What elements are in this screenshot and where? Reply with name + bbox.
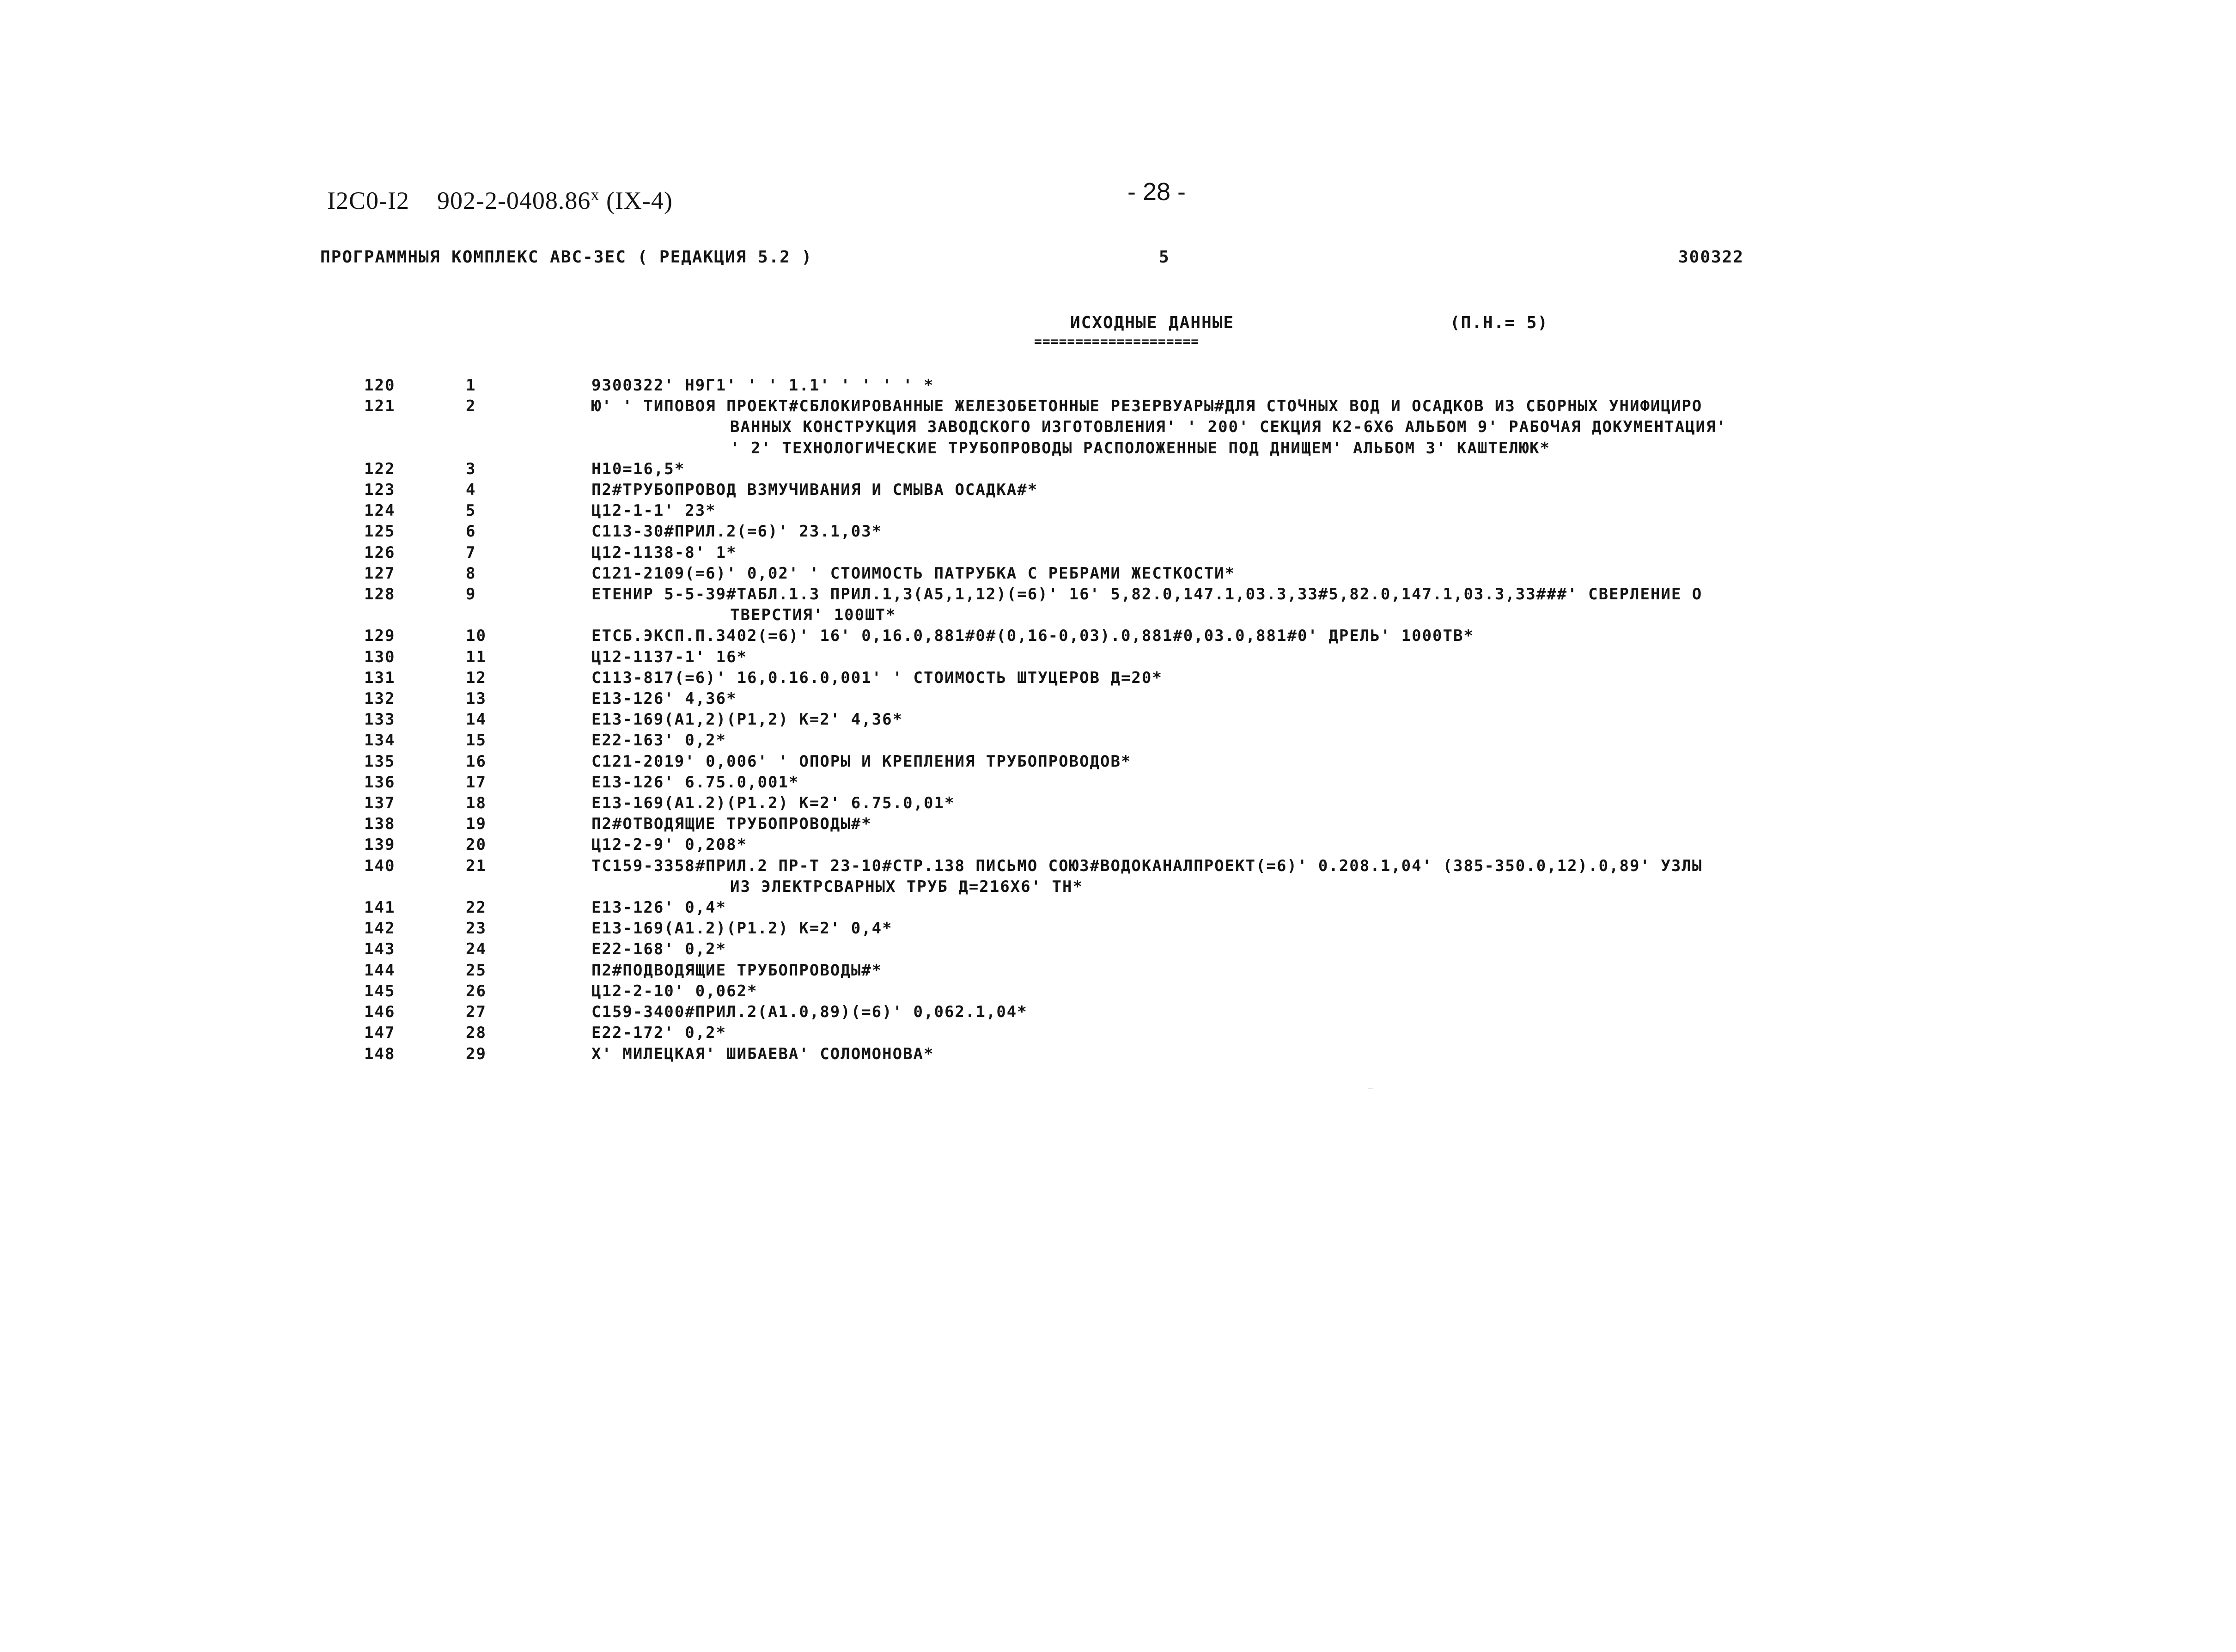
line-number: 147 (364, 1024, 396, 1042)
row-text (591, 730, 2001, 751)
row-text-line: П2#ОТВОДЯЩИЕ ТРУБОПРОВОДЫ#* (591, 815, 872, 834)
row-text-line: Е22-163' 0,2* (591, 731, 727, 750)
row-text (591, 793, 2001, 814)
sequence-number: 18 (466, 794, 487, 813)
section-pn: (П.Н.= 5) (1450, 313, 1549, 332)
listing-row (0, 897, 2236, 918)
listing-row (0, 981, 2236, 1002)
row-text (591, 668, 2001, 689)
row-text (591, 960, 2001, 981)
row-text-line: Е13-169(А1,2)(Р1,2) К=2' 4,36* (591, 710, 903, 729)
page-number: - 28 - (1127, 178, 1186, 206)
listing-row (0, 939, 2236, 960)
listing-row (0, 626, 2236, 646)
line-number: 144 (364, 961, 396, 980)
sequence-number: 17 (466, 773, 487, 792)
row-text (591, 647, 2001, 668)
row-text (591, 1044, 2001, 1065)
sequence-number: 26 (466, 981, 487, 1000)
row-text-line: 9300322' Н9Г1' ' ' 1.1' ' ' ' ' * (591, 376, 934, 395)
row-text (591, 459, 2001, 480)
row-text-continuation: ВАННЫХ КОНСТРУКЦИЯ ЗАВОДСКОГО ИЗГОТОВЛЕНИЯ' ' 200' СЕКЦИЯ К2-6Х6 АЛЬБОМ 9' РАБОЧАЯ ДОКУМЕНТАЦИЯ' (730, 418, 1727, 437)
row-text (591, 543, 2001, 563)
sequence-number: 8 (466, 564, 476, 583)
line-number: 134 (364, 731, 396, 750)
listing-row (0, 584, 2236, 626)
row-text-line: П2#ТРУБОПРОВОД ВЗМУЧИВАНИЯ И СМЫВА ОСАДКА#* (591, 481, 1038, 500)
row-text-line: Ц12-2-10' 0,062* (591, 981, 758, 1000)
listing-row (0, 543, 2236, 563)
row-text (591, 814, 2001, 835)
line-number: 123 (364, 481, 396, 500)
sequence-number: 14 (466, 710, 487, 729)
row-text-line: Е13-126' 6.75.0,001* (591, 773, 799, 792)
line-number: 133 (364, 710, 396, 729)
row-text-line: Е13-126' 4,36* (591, 689, 737, 708)
row-text-line: Е13-126' 0,4* (591, 898, 727, 917)
row-text (591, 480, 2001, 500)
row-text-continuation: ' 2' ТЕХНОЛОГИЧЕСКИЕ ТРУБОПРОВОДЫ РАСПОЛОЖЕННЫЕ ПОД ДНИЩЕМ' АЛЬБОМ 3' КАШТЕЛЮК* (730, 439, 1551, 457)
line-number: 146 (364, 1003, 396, 1022)
line-number: 122 (364, 459, 396, 478)
row-text-line: Н10=16,5* (591, 459, 685, 478)
line-number: 127 (364, 564, 396, 583)
listing-row (0, 1023, 2236, 1043)
listing-row (0, 709, 2236, 730)
row-text-line: Х' МИЛЕЦКАЯ' ШИБАЕВА' СОЛОМОНОВА* (591, 1044, 934, 1063)
line-number: 143 (364, 940, 396, 959)
listing-row (0, 396, 2236, 459)
sequence-number: 24 (466, 940, 487, 959)
sequence-number: 6 (466, 522, 476, 541)
listing-row (0, 1002, 2236, 1023)
sequence-number: 16 (466, 752, 487, 771)
listing-row (0, 500, 2236, 521)
line-number: 138 (364, 815, 396, 834)
row-text (591, 709, 2001, 730)
row-text (591, 626, 2001, 646)
row-text (591, 1023, 2001, 1043)
line-number: 148 (364, 1044, 396, 1063)
document-stamp (327, 185, 673, 215)
sequence-number: 7 (466, 543, 476, 562)
listing-row (0, 772, 2236, 793)
row-text-line: Е22-172' 0,2* (591, 1024, 727, 1042)
line-number: 142 (364, 919, 396, 938)
row-text (591, 584, 2001, 626)
sequence-number: 20 (466, 835, 487, 854)
sequence-number: 29 (466, 1044, 487, 1063)
header-number: 5 (1159, 248, 1170, 267)
sequence-number: 12 (466, 668, 487, 687)
row-text (591, 856, 2001, 897)
row-text (591, 939, 2001, 960)
line-number: 130 (364, 647, 396, 666)
listing-row (0, 459, 2236, 480)
line-number: 125 (364, 522, 396, 541)
row-text (591, 751, 2001, 772)
sequence-number: 4 (466, 481, 476, 500)
row-text (591, 772, 2001, 793)
sequence-number: 15 (466, 731, 487, 750)
row-text (591, 835, 2001, 855)
sequence-number: 13 (466, 689, 487, 708)
line-number: 131 (364, 668, 396, 687)
line-number: 137 (364, 794, 396, 813)
line-number: 135 (364, 752, 396, 771)
row-text-line: Ц12-1137-1' 16* (591, 647, 748, 666)
line-number: 126 (364, 543, 396, 562)
line-number: 139 (364, 835, 396, 854)
line-number: 120 (364, 376, 396, 395)
listing-row (0, 918, 2236, 939)
listing-row (0, 730, 2236, 751)
listing-row (0, 793, 2236, 814)
series-code: (IX-4) (606, 187, 673, 214)
line-number: 136 (364, 773, 396, 792)
scan-mark (1368, 1088, 1373, 1089)
listing-row (0, 521, 2236, 542)
row-text-continuation: ИЗ ЭЛЕКТРСВАРНЫХ ТРУБ Д=216Х6' ТН* (730, 877, 1083, 896)
sequence-number: 11 (466, 647, 487, 666)
line-number: 141 (364, 898, 396, 917)
line-number: 128 (364, 585, 396, 604)
listing-rows (0, 375, 2236, 1065)
row-text-line: Е13-169(А1.2)(Р1.2) К=2' 6.75.0,01* (591, 794, 955, 813)
sequence-number: 2 (466, 397, 476, 416)
listing-row (0, 856, 2236, 897)
row-text-line: С113-817(=6)' 16,0.16.0,001' ' СТОИМОСТЬ ШТУЦЕРОВ Д=20* (591, 668, 1163, 687)
row-text-line: С121-2019' 0,006' ' ОПОРЫ И КРЕПЛЕНИЯ ТРУБОПРОВОДОВ* (591, 752, 1132, 771)
listing-row (0, 647, 2236, 668)
program-header: ПРОГРАММНЫЯ КОМПЛЕКС АВС-3ЕС ( РЕДАКЦИЯ 5.2 ) (320, 248, 813, 267)
project-superscript: x (591, 185, 600, 204)
sequence-number: 3 (466, 459, 476, 478)
listing-row (0, 480, 2236, 500)
row-text-line: Ю' ' ТИПОВОЯ ПРОЕКТ#СБЛОКИРОВАННЫЕ ЖЕЛЕЗОБЕТОННЫЕ РЕЗЕРВУАРЫ#ДЛЯ СТОЧНЫХ ВОД И ОСАДКОВ ИЗ СБОРНЫХ УНИФИЦИРО (591, 397, 1703, 416)
sequence-number: 19 (466, 815, 487, 834)
sequence-number: 27 (466, 1003, 487, 1022)
row-text-line: С159-3400#ПРИЛ.2(А1.0,89)(=6)' 0,062.1,04* (591, 1003, 1028, 1022)
row-text-line: Ц12-2-9' 0,208* (591, 835, 748, 854)
project-code: 902-2-0408.86 (437, 187, 591, 214)
line-number: 124 (364, 501, 396, 520)
row-text-line: С113-30#ПРИЛ.2(=6)' 23.1,03* (591, 522, 883, 541)
row-text (591, 563, 2001, 584)
listing-row (0, 1044, 2236, 1065)
row-text (591, 521, 2001, 542)
row-text (591, 396, 2001, 459)
line-number: 129 (364, 627, 396, 646)
listing-row (0, 668, 2236, 689)
line-number: 121 (364, 397, 396, 416)
listing-row (0, 835, 2236, 855)
sequence-number: 5 (466, 501, 476, 520)
sequence-number: 25 (466, 961, 487, 980)
row-text-line: Е13-169(А1.2)(Р1.2) К=2' 0,4* (591, 919, 893, 938)
line-number: 145 (364, 981, 396, 1000)
row-text-line: Е22-168' 0,2* (591, 940, 727, 959)
sequence-number: 1 (466, 376, 476, 395)
row-text-line: Ц12-1-1' 23* (591, 501, 716, 520)
row-text (591, 918, 2001, 939)
section-title: ИСХОДНЫЕ ДАННЫЕ (1070, 313, 1235, 332)
row-text-continuation: ТВЕРСТИЯ' 100ШТ* (730, 606, 896, 625)
sequence-number: 22 (466, 898, 487, 917)
row-text (591, 981, 2001, 1002)
row-text-line: ЕТЕНИР 5-5-39#ТАБЛ.1.3 ПРИЛ.1,3(А5,1,12)(=6)' 16' 5,82.0,147.1,03.3,33#5,82.0,147.1,03.3,33###' СВЕРЛЕНИЕ О (591, 585, 1703, 604)
listing-row (0, 689, 2236, 709)
line-number: 132 (364, 689, 396, 708)
sequence-number: 9 (466, 585, 476, 604)
sequence-number: 23 (466, 919, 487, 938)
line-number: 140 (364, 856, 396, 875)
listing-row (0, 751, 2236, 772)
listing-row (0, 563, 2236, 584)
sheet-code: I2C0-I2 (327, 187, 409, 214)
row-text (591, 500, 2001, 521)
sequence-number: 10 (466, 627, 487, 646)
sequence-number: 21 (466, 856, 487, 875)
sequence-number: 28 (466, 1024, 487, 1042)
row-text (591, 689, 2001, 709)
row-text-line: ЕТСБ.ЭКСП.П.3402(=6)' 16' 0,16.0,881#0#(0,16-0,03).0,881#0,03.0,881#0' ДРЕЛЬ' 1000ТВ* (591, 627, 1474, 646)
listing-row (0, 814, 2236, 835)
row-text-line: С121-2109(=6)' 0,02' ' СТОИМОСТЬ ПАТРУБКА С РЕБРАМИ ЖЕСТКОСТИ* (591, 564, 1236, 583)
row-text (591, 375, 2001, 396)
row-text-line: ТС159-3358#ПРИЛ.2 ПР-Т 23-10#СТР.138 ПИСЬМО СОЮЗ#ВОДОКАНАЛПРОЕКТ(=6)' 0.208.1,04' (385-350.0,12).0,89' УЗЛЫ (591, 856, 1703, 875)
row-text (591, 897, 2001, 918)
row-text-line: Ц12-1138-8' 1* (591, 543, 737, 562)
header-code: 300322 (1678, 248, 1744, 267)
section-underline: ==================== (1034, 334, 1200, 349)
row-text (591, 1002, 2001, 1023)
listing-row (0, 375, 2236, 396)
row-text-line: П2#ПОДВОДЯЩИЕ ТРУБОПРОВОДЫ#* (591, 961, 883, 980)
listing-row (0, 960, 2236, 981)
